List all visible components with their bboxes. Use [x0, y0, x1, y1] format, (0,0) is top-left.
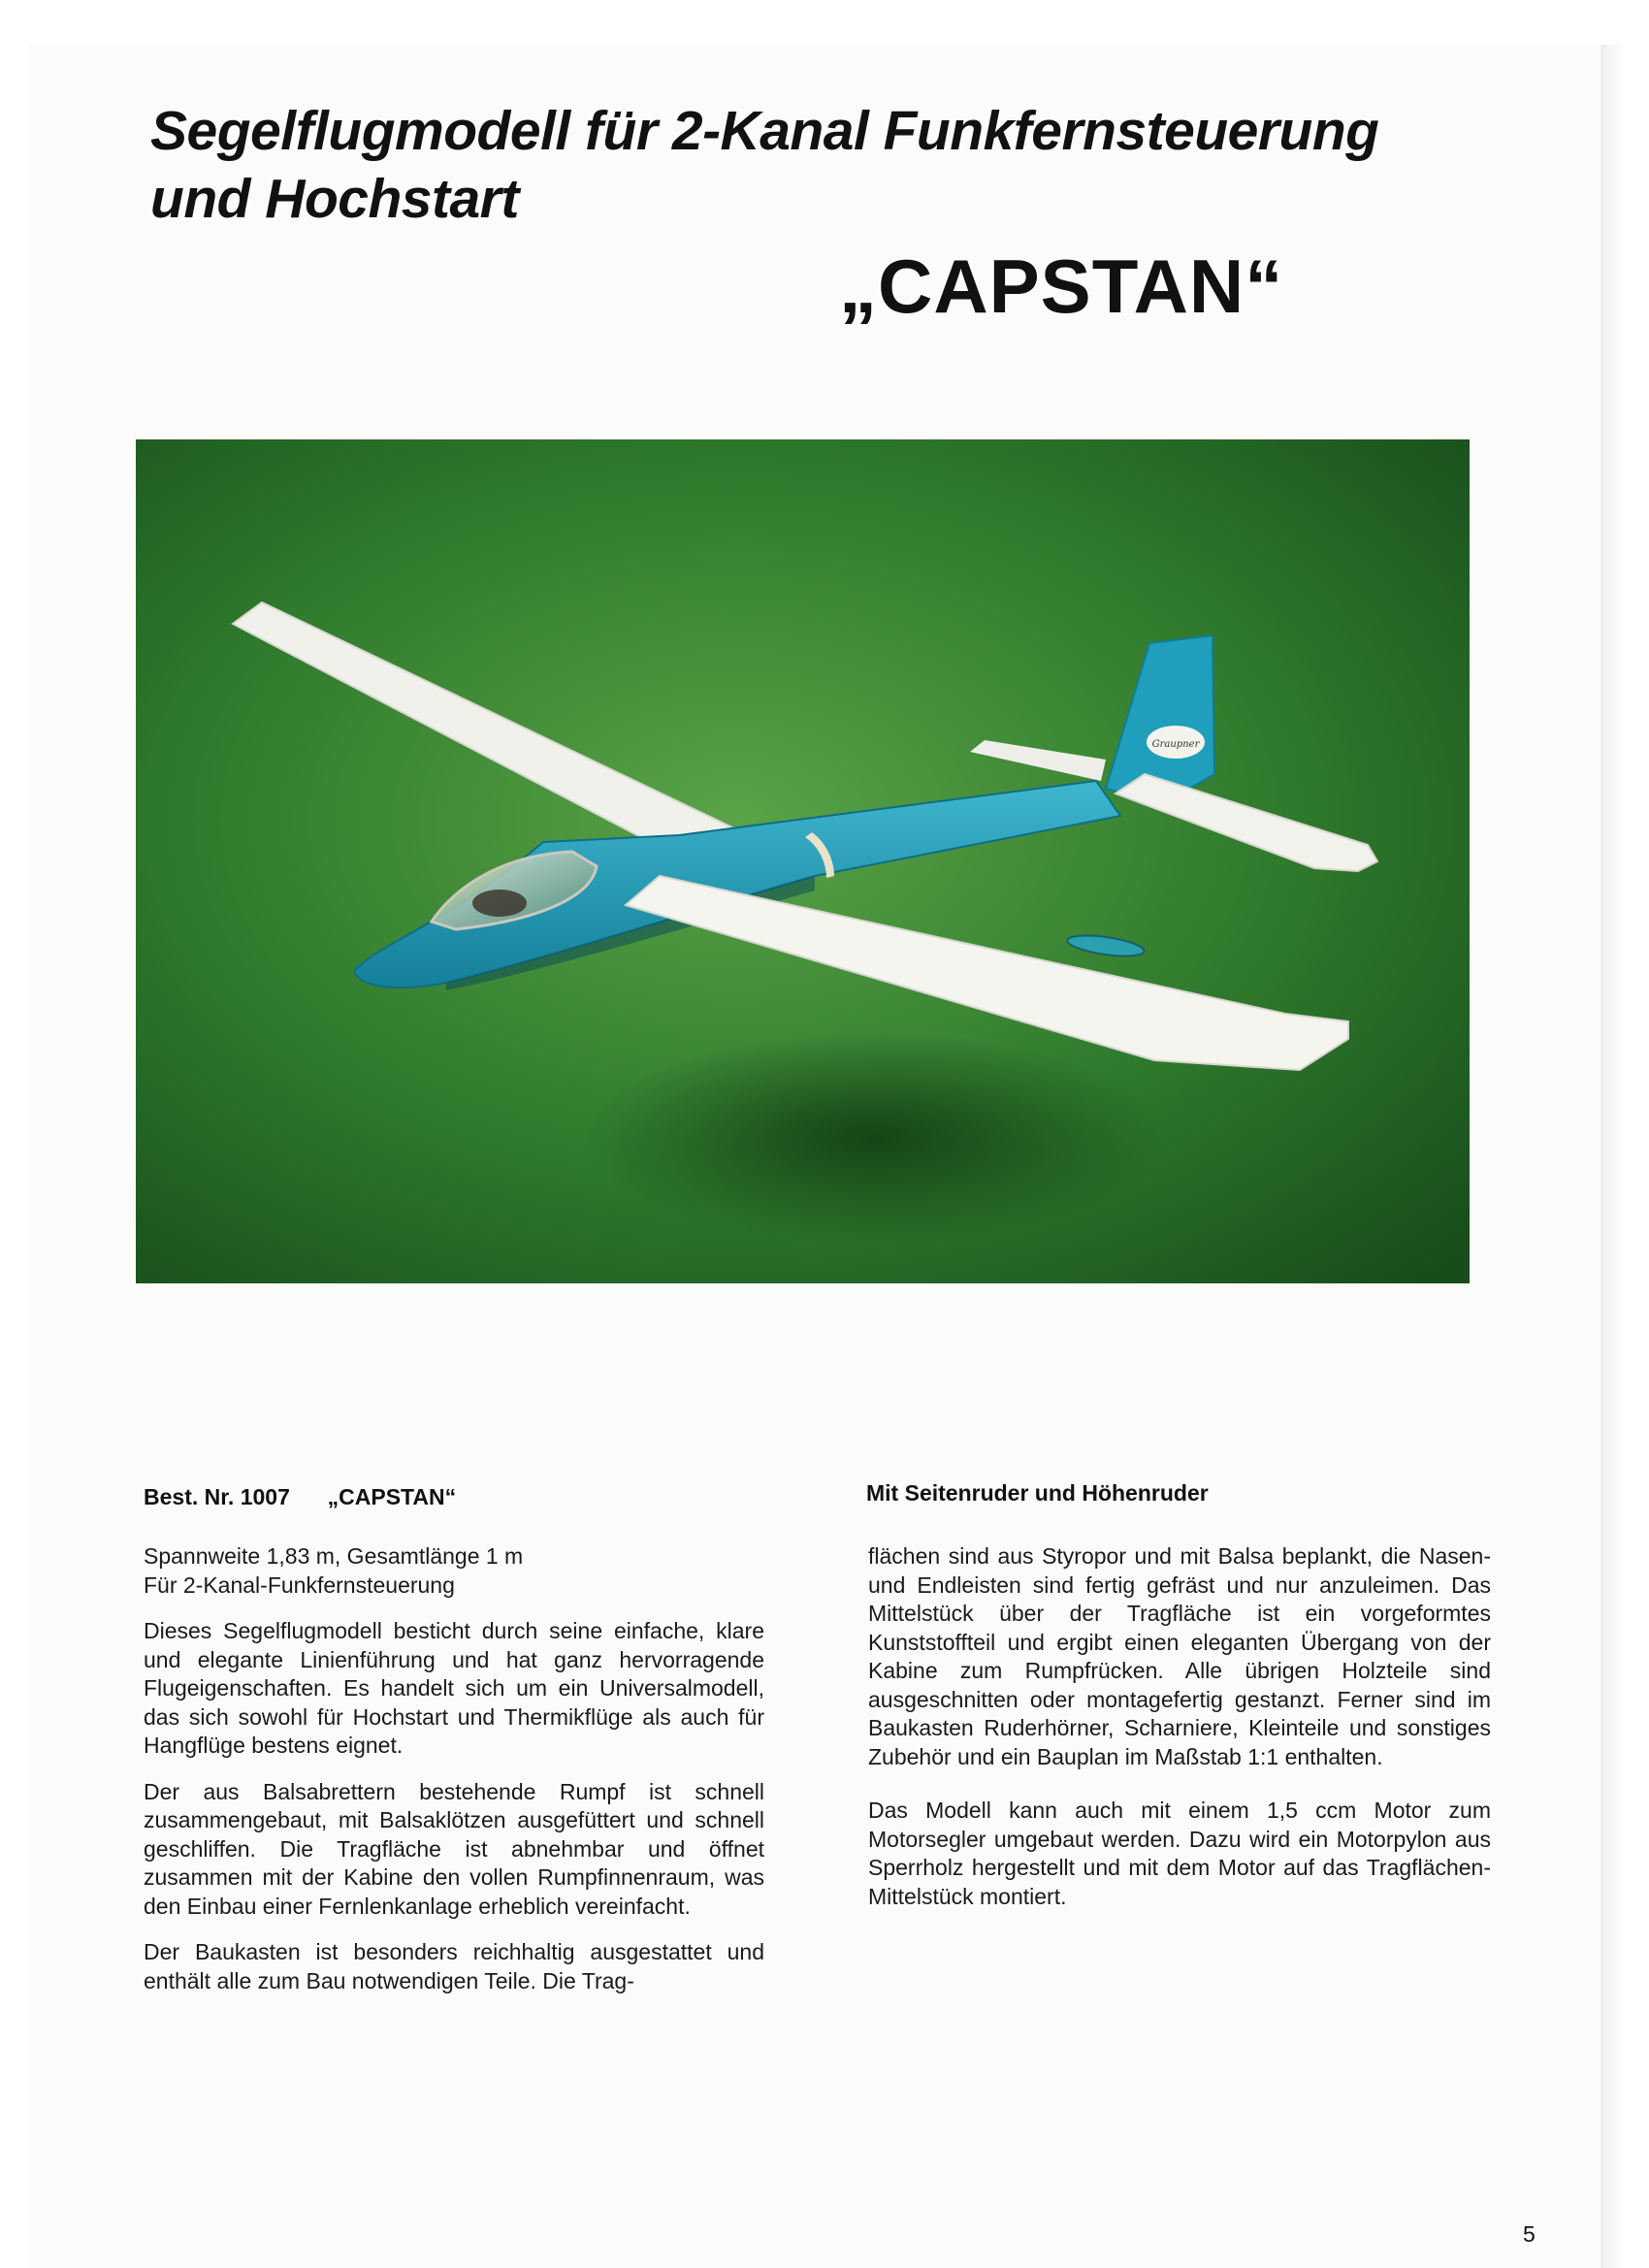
right-column-heading: Mit Seitenruder und Höhenruder: [866, 1480, 1209, 1506]
description-paragraph-1: Dieses Segelflugmodell besticht durch seine einfache, klare und elegante Linienführung und hat ganz hervorragende Flugeigenschaften. Es handelt sich um ein Universalmodell, das sich sowohl für Hochstart und Thermikflüge als auch für Hangflüge bestens eignet.: [144, 1618, 764, 1758]
order-name: „CAPSTAN“: [327, 1484, 457, 1509]
spec-line-1: Spannweite 1,83 m, Gesamtlänge 1 m: [144, 1543, 524, 1569]
fin-decal-text: Graupner: [1151, 739, 1200, 750]
photo-shadow: [582, 1031, 1164, 1245]
product-name: „CAPSTAN“: [839, 243, 1284, 329]
order-heading: [144, 1484, 456, 1510]
page-number: 5: [1523, 2221, 1536, 2247]
right-column: [868, 1542, 1491, 1928]
order-number: Best. Nr. 1007: [144, 1484, 290, 1509]
spec-line-2: Für 2-Kanal-Funkfernsteuerung: [144, 1571, 455, 1598]
page-title: [150, 97, 1508, 233]
right-paragraph-2: Das Modell kann auch mit einem 1,5 ccm Motor zum Motorsegler umgebaut werden. Dazu wird ein Motorpylon aus Sperrholz hergestellt und mit dem Motor auf das Tragflächen-Mittelstück montiert.: [868, 1798, 1491, 1909]
cockpit-figure: [472, 890, 527, 917]
glider-photo: [136, 439, 1470, 1283]
description-paragraph-3: Der Baukasten ist besonders reichhaltig ausgestattet und enthält alle zum Bau notwendigen Teile. Die Trag-: [144, 1939, 764, 1993]
page-edge-shadow: [1600, 45, 1626, 2268]
glider-photo-svg: [136, 439, 1470, 1283]
title-line-1: Segelflugmodell für 2-Kanal Funkfernsteuerung: [150, 100, 1379, 162]
right-paragraph-1: flächen sind aus Styropor und mit Balsa beplankt, die Nasen- und Endleisten sind fertig gefräst und nur anzuleimen. Das Mittelstück über der Tragfläche ist ein vorgeformtes Kunststoffteil und ergibt einen eleganten Übergang von der Kabine zum Rumpfrücken. Alle übrigen Holzteile sind ausgeschnitten oder montagefertig gestanzt. Ferner sind im Baukasten Ruderhörner, Scharniere, Kleinteile und sonstiges Zubehör und ein Bauplan im Maßstab 1:1 enthalten.: [868, 1543, 1491, 1769]
spec-block: [144, 1542, 764, 1600]
description-paragraph-2: Der aus Balsabrettern bestehende Rumpf ist schnell zusammengebaut, mit Balsaklötzen ausgefüttert und schnell geschliffen. Die Tragfläche ist abnehmbar und öffnet zusammen mit der Kabine den vollen Rumpfinnenraum, was den Einbau einer Fernlenkanlage erheblich vereinfacht.: [144, 1778, 764, 1919]
left-column: [144, 1542, 764, 2013]
title-line-2: und Hochstart: [150, 168, 519, 230]
